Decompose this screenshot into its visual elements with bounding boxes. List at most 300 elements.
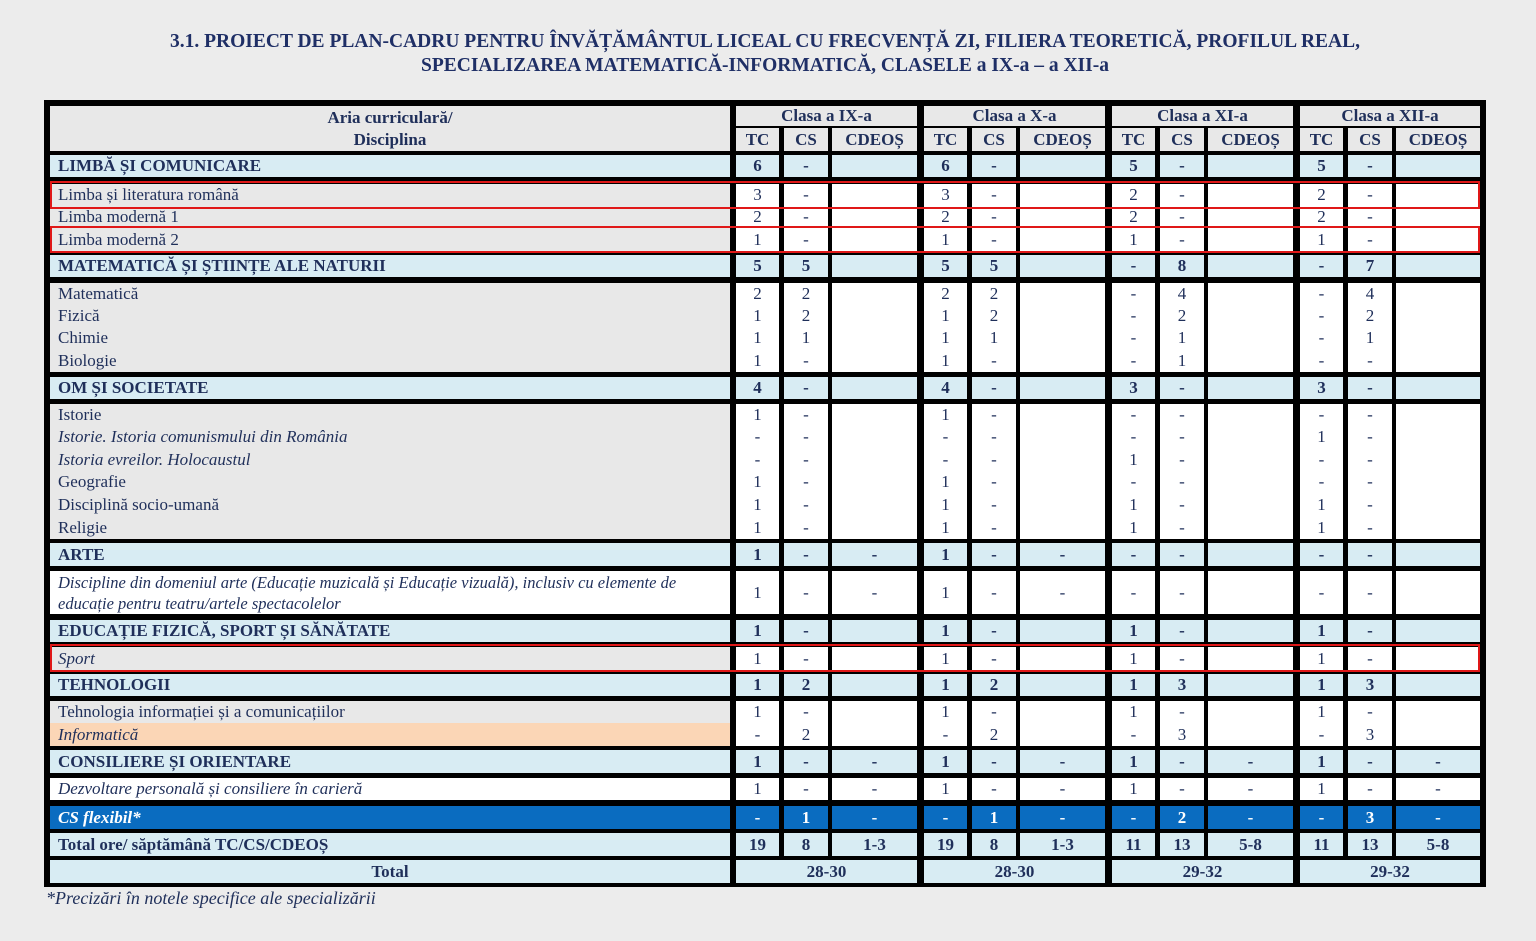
row-label: Istorie. Istoria comunismului din România	[50, 426, 730, 448]
cell-cdeos-class-2	[1020, 493, 1105, 516]
cell-cs-class-4: -	[1348, 647, 1392, 670]
cell-tc-class-1: 2	[736, 283, 779, 305]
cell-tc-class-2: 2	[924, 283, 967, 305]
cell-cdeos-class-3: -	[1208, 806, 1293, 829]
cell-tc-class-4: 1	[1300, 750, 1343, 773]
cell-cs-class-1: -	[784, 543, 828, 566]
cell-tc-class-2: 1	[924, 778, 967, 800]
cell-cdeos-class-2	[1020, 620, 1105, 642]
cell-cdeos-class-4	[1396, 377, 1480, 399]
cell-cs-class-4: -	[1348, 377, 1392, 399]
cell-cs-class-2: 5	[972, 255, 1016, 277]
cell-tc-class-1: 6	[736, 155, 779, 177]
cell-cdeos-class-2	[1020, 155, 1105, 177]
row-label: LIMBĂ ȘI COMUNICARE	[50, 155, 730, 177]
cell-cdeos-class-3	[1208, 377, 1293, 399]
cell-cdeos-class-2	[1020, 448, 1105, 471]
cell-cs-class-2: -	[972, 750, 1016, 773]
cell-tc-class-4: 2	[1300, 184, 1343, 206]
cell-cdeos-class-2	[1020, 206, 1105, 228]
cell-cs-class-3: 1	[1160, 349, 1204, 372]
cell-cdeos-class-1	[832, 228, 917, 251]
cell-tc-class-1: -	[736, 723, 779, 746]
cell-tc-class-4: 1	[1300, 701, 1343, 723]
cell-cdeos-class-3	[1208, 471, 1293, 493]
cell-tc-class-1: 1	[736, 674, 779, 696]
cell-tc-class-3: 1	[1112, 647, 1155, 670]
cell-cs-class-4: 3	[1348, 723, 1392, 746]
header-cs: CS	[1160, 128, 1204, 151]
cell-cdeos-class-4	[1396, 723, 1480, 746]
cell-cs-class-1: -	[784, 228, 828, 251]
cell-cs-class-3: 4	[1160, 283, 1204, 305]
cell-cs-class-2: -	[972, 543, 1016, 566]
cell-cs-class-4: -	[1348, 155, 1392, 177]
cell-cdeos-class-1: 1-3	[832, 833, 917, 856]
cell-tc-class-3: 1	[1112, 778, 1155, 800]
cell-tc-class-3: -	[1112, 349, 1155, 372]
cell-cdeos-class-1: -	[832, 750, 917, 773]
cell-tc-class-4: 2	[1300, 206, 1343, 228]
cell-cdeos-class-3	[1208, 184, 1293, 206]
cell-tc-class-3: -	[1112, 404, 1155, 426]
cell-cdeos-class-2	[1020, 349, 1105, 372]
cell-tc-class-2: 1	[924, 620, 967, 642]
cell-cdeos-class-3	[1208, 674, 1293, 696]
cell-tc-class-4: -	[1300, 349, 1343, 372]
cell-cs-class-2: -	[972, 228, 1016, 251]
cell-tc-class-4: 1	[1300, 426, 1343, 448]
header-tc: TC	[1112, 128, 1155, 151]
cell-cs-class-3: -	[1160, 620, 1204, 642]
cell-tc-class-4: -	[1300, 283, 1343, 305]
cell-tc-class-3: -	[1112, 806, 1155, 829]
cell-cs-class-4: -	[1348, 701, 1392, 723]
row-label: Sport	[50, 647, 730, 670]
cell-tc-class-1: -	[736, 426, 779, 448]
row-label: TEHNOLOGII	[50, 674, 730, 696]
header-cs: CS	[1348, 128, 1392, 151]
page-title	[0, 30, 1530, 78]
cell-cs-class-1: -	[784, 493, 828, 516]
cell-cs-class-4: 13	[1348, 833, 1392, 856]
cell-tc-class-1: 1	[736, 647, 779, 670]
cell-tc-class-1: -	[736, 806, 779, 829]
cell-cdeos-class-1	[832, 206, 917, 228]
cell-cs-class-2: -	[972, 516, 1016, 539]
cell-cdeos-class-1: -	[832, 778, 917, 800]
cell-tc-class-3: -	[1112, 571, 1155, 614]
cell-cs-class-2: -	[972, 206, 1016, 228]
total-value-class-4: 29-32	[1300, 860, 1480, 883]
cell-cs-class-3: 13	[1160, 833, 1204, 856]
cell-cs-class-2: -	[972, 448, 1016, 471]
cell-cs-class-2: -	[972, 778, 1016, 800]
cell-tc-class-2: 1	[924, 327, 967, 349]
cell-cs-class-2: -	[972, 571, 1016, 614]
cell-tc-class-4: 5	[1300, 155, 1343, 177]
cell-cs-class-2: -	[972, 620, 1016, 642]
cell-cs-class-2: -	[972, 155, 1016, 177]
row-label: Biologie	[50, 349, 730, 372]
cell-cdeos-class-1	[832, 723, 917, 746]
cell-cdeos-class-1	[832, 255, 917, 277]
cell-cs-class-4: -	[1348, 426, 1392, 448]
cell-cs-class-1: 2	[784, 283, 828, 305]
cell-tc-class-1: 1	[736, 571, 779, 614]
cell-cs-class-1: -	[784, 448, 828, 471]
cell-cs-class-3: -	[1160, 377, 1204, 399]
cell-tc-class-1: 3	[736, 184, 779, 206]
header-cs: CS	[784, 128, 828, 151]
cell-tc-class-2: 1	[924, 750, 967, 773]
cell-cs-class-3: -	[1160, 493, 1204, 516]
cell-cs-class-2: -	[972, 349, 1016, 372]
cell-cs-class-1: 2	[784, 723, 828, 746]
cell-tc-class-4: 3	[1300, 377, 1343, 399]
cell-cs-class-4: 7	[1348, 255, 1392, 277]
cell-cs-class-3: -	[1160, 516, 1204, 539]
cell-cs-class-3: 8	[1160, 255, 1204, 277]
cell-tc-class-2: 1	[924, 674, 967, 696]
cell-cs-class-3: 3	[1160, 723, 1204, 746]
cell-cdeos-class-1	[832, 516, 917, 539]
cell-tc-class-1: 19	[736, 833, 779, 856]
cell-cdeos-class-4	[1396, 155, 1480, 177]
cell-cdeos-class-1	[832, 701, 917, 723]
cell-cdeos-class-1	[832, 283, 917, 305]
cell-cdeos-class-2: -	[1020, 571, 1105, 614]
cell-cdeos-class-1	[832, 349, 917, 372]
cell-tc-class-4: 1	[1300, 778, 1343, 800]
cell-cdeos-class-4	[1396, 647, 1480, 670]
cell-tc-class-1: 1	[736, 778, 779, 800]
cell-tc-class-2: 1	[924, 493, 967, 516]
cell-cs-class-2: -	[972, 701, 1016, 723]
cell-cdeos-class-4	[1396, 674, 1480, 696]
row-label: EDUCAȚIE FIZICĂ, SPORT ȘI SĂNĂTATE	[50, 620, 730, 642]
cell-cs-class-4: -	[1348, 493, 1392, 516]
cell-cdeos-class-4	[1396, 404, 1480, 426]
cell-cdeos-class-3: 5-8	[1208, 833, 1293, 856]
cell-cs-class-1: 1	[784, 327, 828, 349]
total-label: Total	[50, 860, 730, 883]
cell-cs-class-2: -	[972, 426, 1016, 448]
row-label: Dezvoltare personală și consiliere în carieră	[50, 778, 730, 800]
cell-cdeos-class-2	[1020, 723, 1105, 746]
row-label: OM ȘI SOCIETATE	[50, 377, 730, 399]
cell-cs-class-1: -	[784, 516, 828, 539]
row-label: Religie	[50, 516, 730, 539]
cell-cdeos-class-3	[1208, 155, 1293, 177]
cell-tc-class-3: -	[1112, 305, 1155, 327]
header-cdeos: CDEOȘ	[1208, 128, 1293, 151]
cell-cdeos-class-2: -	[1020, 806, 1105, 829]
cell-cdeos-class-4: 5-8	[1396, 833, 1480, 856]
cell-cs-class-1: -	[784, 184, 828, 206]
cell-cs-class-1: -	[784, 155, 828, 177]
cell-cdeos-class-4	[1396, 448, 1480, 471]
cell-cs-class-4: -	[1348, 206, 1392, 228]
cell-tc-class-3: -	[1112, 723, 1155, 746]
header-tc: TC	[736, 128, 779, 151]
cell-tc-class-4: -	[1300, 255, 1343, 277]
cell-tc-class-3: 1	[1112, 750, 1155, 773]
cell-cdeos-class-2	[1020, 228, 1105, 251]
header-cs: CS	[972, 128, 1016, 151]
cell-cdeos-class-3	[1208, 493, 1293, 516]
row-label: Fizică	[50, 305, 730, 327]
cell-tc-class-3: -	[1112, 283, 1155, 305]
cell-cs-class-2: 8	[972, 833, 1016, 856]
cell-tc-class-3: -	[1112, 255, 1155, 277]
cell-cs-class-2: 1	[972, 806, 1016, 829]
row-label: Discipline din domeniul arte (Educație muzicală și Educație vizuală), inclusiv cu elemente de educație pentru teatru/artele spectacolelor	[50, 571, 730, 614]
cell-tc-class-3: 2	[1112, 206, 1155, 228]
cell-tc-class-4: 1	[1300, 228, 1343, 251]
cell-tc-class-1: 1	[736, 620, 779, 642]
curriculum-table	[44, 100, 1486, 887]
cell-cdeos-class-3	[1208, 305, 1293, 327]
cell-tc-class-4: -	[1300, 543, 1343, 566]
cell-cdeos-class-2	[1020, 471, 1105, 493]
cell-cs-class-3: -	[1160, 543, 1204, 566]
cell-cs-class-3: 2	[1160, 806, 1204, 829]
cell-tc-class-4: 11	[1300, 833, 1343, 856]
header-tc: TC	[1300, 128, 1343, 151]
cell-cdeos-class-4	[1396, 620, 1480, 642]
cell-cs-class-4: -	[1348, 349, 1392, 372]
cell-tc-class-3: 1	[1112, 516, 1155, 539]
cell-tc-class-2: 3	[924, 184, 967, 206]
cell-cs-class-1: -	[784, 701, 828, 723]
header-class-4: Clasa a XII-a	[1300, 106, 1480, 126]
cell-cs-class-4: 2	[1348, 305, 1392, 327]
cell-cdeos-class-3	[1208, 327, 1293, 349]
cell-cdeos-class-4	[1396, 184, 1480, 206]
cell-tc-class-4: -	[1300, 723, 1343, 746]
cell-cdeos-class-1	[832, 620, 917, 642]
cell-cs-class-4: -	[1348, 448, 1392, 471]
cell-tc-class-1: 4	[736, 377, 779, 399]
cell-cs-class-3: -	[1160, 778, 1204, 800]
cell-tc-class-4: -	[1300, 448, 1343, 471]
cell-cs-class-1: -	[784, 571, 828, 614]
cell-cs-class-4: -	[1348, 543, 1392, 566]
cell-cdeos-class-3	[1208, 448, 1293, 471]
cell-cdeos-class-1	[832, 448, 917, 471]
cell-cdeos-class-3	[1208, 283, 1293, 305]
cell-cs-class-1: 5	[784, 255, 828, 277]
cell-tc-class-2: 1	[924, 701, 967, 723]
header-tc: TC	[924, 128, 967, 151]
row-label: Disciplină socio-umană	[50, 493, 730, 516]
cell-cdeos-class-4	[1396, 543, 1480, 566]
cell-tc-class-2: 1	[924, 647, 967, 670]
cell-tc-class-4: 1	[1300, 674, 1343, 696]
cell-cs-class-1: -	[784, 471, 828, 493]
cell-tc-class-1: 1	[736, 516, 779, 539]
cell-cs-class-2: -	[972, 377, 1016, 399]
cell-cs-class-4: -	[1348, 404, 1392, 426]
row-label: Limba modernă 1	[50, 206, 730, 228]
cell-cs-class-4: -	[1348, 228, 1392, 251]
header-area-discipline	[50, 106, 730, 151]
cell-cs-class-4: -	[1348, 184, 1392, 206]
cell-cs-class-1: -	[784, 377, 828, 399]
cell-cs-class-2: 2	[972, 723, 1016, 746]
cell-tc-class-1: 1	[736, 701, 779, 723]
cell-cs-class-4: -	[1348, 516, 1392, 539]
cell-cs-class-2: -	[972, 493, 1016, 516]
header-cdeos: CDEOȘ	[1396, 128, 1480, 151]
cell-cdeos-class-1	[832, 674, 917, 696]
cell-cdeos-class-4	[1396, 206, 1480, 228]
cell-tc-class-2: 4	[924, 377, 967, 399]
cell-tc-class-2: -	[924, 806, 967, 829]
cell-cs-class-3: -	[1160, 471, 1204, 493]
header-discipline-label: Disciplina	[353, 129, 427, 149]
header-class-2: Clasa a X-a	[924, 106, 1105, 126]
cell-cdeos-class-3	[1208, 206, 1293, 228]
cell-cdeos-class-3	[1208, 349, 1293, 372]
cell-cs-class-1: -	[784, 750, 828, 773]
cell-cs-class-3: -	[1160, 701, 1204, 723]
cell-tc-class-1: 1	[736, 750, 779, 773]
cell-tc-class-4: 1	[1300, 620, 1343, 642]
row-label: Tehnologia informației și a comunicațiilor	[50, 701, 730, 723]
cell-cs-class-1: 2	[784, 305, 828, 327]
cell-cdeos-class-4	[1396, 349, 1480, 372]
cell-tc-class-2: 1	[924, 305, 967, 327]
cell-cdeos-class-4	[1396, 516, 1480, 539]
cell-tc-class-1: 1	[736, 349, 779, 372]
row-label: Istorie	[50, 404, 730, 426]
row-label: CS flexibil*	[50, 806, 730, 829]
cell-cdeos-class-2	[1020, 426, 1105, 448]
cell-tc-class-4: -	[1300, 571, 1343, 614]
cell-cdeos-class-4	[1396, 305, 1480, 327]
cell-cdeos-class-1: -	[832, 806, 917, 829]
total-value-class-1: 28-30	[736, 860, 917, 883]
cell-tc-class-3: 1	[1112, 448, 1155, 471]
cell-cdeos-class-2	[1020, 701, 1105, 723]
cell-tc-class-2: 1	[924, 571, 967, 614]
cell-tc-class-1: 1	[736, 305, 779, 327]
cell-cdeos-class-2: 1-3	[1020, 833, 1105, 856]
cell-tc-class-1: 1	[736, 543, 779, 566]
cell-cs-class-1: -	[784, 404, 828, 426]
row-label: Limba și literatura română	[50, 184, 730, 206]
cell-cs-class-4: 3	[1348, 806, 1392, 829]
cell-tc-class-3: 3	[1112, 377, 1155, 399]
row-label: Total ore/ săptămână TC/CS/CDEOȘ	[50, 833, 730, 856]
cell-tc-class-4: -	[1300, 471, 1343, 493]
row-label: CONSILIERE ȘI ORIENTARE	[50, 750, 730, 773]
cell-cdeos-class-3	[1208, 255, 1293, 277]
cell-cdeos-class-2	[1020, 184, 1105, 206]
cell-cs-class-3: 3	[1160, 674, 1204, 696]
cell-cs-class-1: -	[784, 206, 828, 228]
cell-cdeos-class-3	[1208, 543, 1293, 566]
header-class-3: Clasa a XI-a	[1112, 106, 1293, 126]
cell-cdeos-class-1	[832, 471, 917, 493]
cell-cs-class-4: -	[1348, 471, 1392, 493]
cell-cdeos-class-1: -	[832, 571, 917, 614]
cell-cdeos-class-1	[832, 404, 917, 426]
cell-cdeos-class-2	[1020, 377, 1105, 399]
cell-tc-class-3: -	[1112, 543, 1155, 566]
cell-cs-class-4: -	[1348, 571, 1392, 614]
cell-cs-class-3: 2	[1160, 305, 1204, 327]
cell-cs-class-1: 2	[784, 674, 828, 696]
cell-tc-class-2: 1	[924, 228, 967, 251]
total-value-class-2: 28-30	[924, 860, 1105, 883]
cell-cs-class-1: -	[784, 349, 828, 372]
cell-cs-class-3: -	[1160, 184, 1204, 206]
cell-cs-class-3: -	[1160, 571, 1204, 614]
cell-tc-class-2: 1	[924, 471, 967, 493]
cell-cdeos-class-4	[1396, 228, 1480, 251]
cell-cdeos-class-4	[1396, 283, 1480, 305]
row-label: Geografie	[50, 471, 730, 493]
cell-tc-class-2: 6	[924, 155, 967, 177]
cell-tc-class-2: 1	[924, 543, 967, 566]
cell-cs-class-4: -	[1348, 750, 1392, 773]
cell-cs-class-3: -	[1160, 206, 1204, 228]
cell-tc-class-4: 1	[1300, 516, 1343, 539]
cell-cdeos-class-2	[1020, 647, 1105, 670]
cell-cs-class-2: 2	[972, 283, 1016, 305]
cell-tc-class-3: -	[1112, 471, 1155, 493]
cell-cdeos-class-2	[1020, 327, 1105, 349]
cell-cdeos-class-3: -	[1208, 750, 1293, 773]
cell-tc-class-1: 1	[736, 327, 779, 349]
cell-cs-class-3: -	[1160, 228, 1204, 251]
cell-cdeos-class-2	[1020, 404, 1105, 426]
cell-tc-class-3: -	[1112, 327, 1155, 349]
row-label: MATEMATICĂ ȘI ȘTIINȚE ALE NATURII	[50, 255, 730, 277]
cell-tc-class-1: 1	[736, 404, 779, 426]
cell-cs-class-1: -	[784, 778, 828, 800]
cell-cdeos-class-4	[1396, 701, 1480, 723]
cell-cs-class-3: -	[1160, 426, 1204, 448]
cell-tc-class-3: 1	[1112, 228, 1155, 251]
row-label: ARTE	[50, 543, 730, 566]
cell-cs-class-1: -	[784, 426, 828, 448]
cell-cs-class-1: -	[784, 620, 828, 642]
cell-tc-class-1: 2	[736, 206, 779, 228]
cell-cdeos-class-4	[1396, 471, 1480, 493]
cell-tc-class-3: 1	[1112, 674, 1155, 696]
cell-cdeos-class-2: -	[1020, 543, 1105, 566]
cell-tc-class-2: 1	[924, 349, 967, 372]
cell-tc-class-2: 1	[924, 516, 967, 539]
cell-cdeos-class-4: -	[1396, 778, 1480, 800]
cell-cdeos-class-2	[1020, 516, 1105, 539]
cell-cdeos-class-1	[832, 184, 917, 206]
cell-tc-class-3: 1	[1112, 701, 1155, 723]
cell-cdeos-class-4	[1396, 255, 1480, 277]
cell-cdeos-class-1	[832, 305, 917, 327]
cell-cs-class-1: 1	[784, 806, 828, 829]
cell-cs-class-3: -	[1160, 448, 1204, 471]
cell-cdeos-class-4	[1396, 571, 1480, 614]
title-line-1: 3.1. PROIECT DE PLAN-CADRU PENTRU ÎNVĂȚĂMÂNTUL LICEAL CU FRECVENȚĂ ZI, FILIERA TEORETICĂ, PROFILUL REAL,	[169, 31, 1361, 52]
cell-tc-class-4: -	[1300, 305, 1343, 327]
row-label: Matematică	[50, 283, 730, 305]
cell-cs-class-2: 1	[972, 327, 1016, 349]
